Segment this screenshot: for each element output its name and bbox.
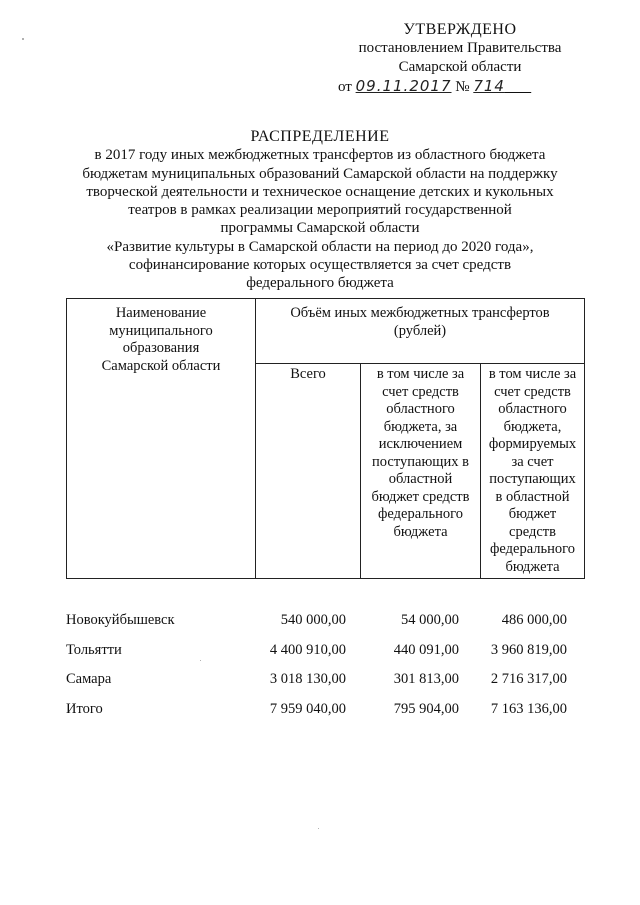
row-federal: 7 163 136,00 [490, 701, 567, 718]
data-rows [66, 612, 585, 731]
date-prefix: от [338, 79, 352, 95]
row-total: 7 959 040,00 [269, 701, 346, 718]
table-row-total [66, 701, 585, 731]
column-header-federal: в том числе за счет средств областного бюджета, формируемых за счет поступающих в областной бюджет средств федерального бюджета [481, 364, 585, 579]
scan-speck [200, 660, 201, 661]
row-name: Итого [66, 701, 103, 718]
approval-date-line [330, 77, 590, 97]
table-row [66, 671, 585, 701]
approval-header: УТВЕРЖДЕНО [403, 21, 517, 38]
title-heading: РАСПРЕДЕЛЕНИЕ [250, 128, 390, 145]
approval-stamp [330, 20, 590, 97]
title-line: софинансирование которых осуществляется за счет средств [128, 257, 512, 274]
row-total: 3 018 130,00 [269, 671, 346, 688]
row-federal: 2 716 317,00 [490, 671, 567, 688]
column-header-regional: в том числе за счет средств областного бюджета, за исключением поступающих в областной бюджет средств федерального бюджета [361, 364, 481, 579]
table-header [66, 298, 585, 579]
table-row [66, 612, 585, 642]
approval-number: 714 [473, 77, 505, 95]
number-prefix: № [455, 79, 470, 95]
table-row [66, 642, 585, 672]
approval-line-2: Самарской области [398, 59, 522, 75]
column-header-group: Объём иных межбюджетных трансфертов (рублей) [256, 299, 585, 364]
document-title [60, 128, 580, 293]
column-header-total: Всего [256, 364, 361, 579]
row-total: 540 000,00 [280, 612, 346, 628]
approval-line-1: постановлением Правительства [358, 40, 562, 56]
scan-speck [318, 828, 319, 829]
row-regional: 301 813,00 [393, 671, 459, 688]
row-name: Самара [66, 671, 112, 688]
row-total: 4 400 910,00 [269, 641, 346, 658]
column-header-name: Наименование муниципального образования Самарской области [67, 299, 256, 579]
title-line: федерального бюджета [246, 275, 394, 292]
title-line: творческой деятельности и техническое оснащение детских и кукольных [86, 183, 554, 200]
title-line: в 2017 году иных межбюджетных трансфертов из областного бюджета [94, 147, 546, 164]
row-regional: 54 000,00 [401, 612, 459, 628]
title-line: театров в рамках реализации мероприятий государственной [128, 202, 512, 219]
row-federal: 486 000,00 [501, 612, 567, 628]
row-federal: 3 960 819,00 [490, 641, 567, 658]
row-regional: 440 091,00 [393, 641, 459, 658]
scan-speck [22, 38, 24, 40]
title-line: программы Самарской области [220, 220, 420, 237]
row-regional: 795 904,00 [393, 701, 459, 718]
row-name: Тольятти [66, 641, 122, 658]
title-line: бюджетам муниципальных образований Самарской области на поддержку [82, 165, 558, 182]
title-line: «Развитие культуры в Самарской области на период до 2020 года», [106, 238, 534, 255]
approval-date: 09.11.2017 [355, 77, 452, 95]
row-name: Новокуйбышевск [66, 612, 175, 628]
